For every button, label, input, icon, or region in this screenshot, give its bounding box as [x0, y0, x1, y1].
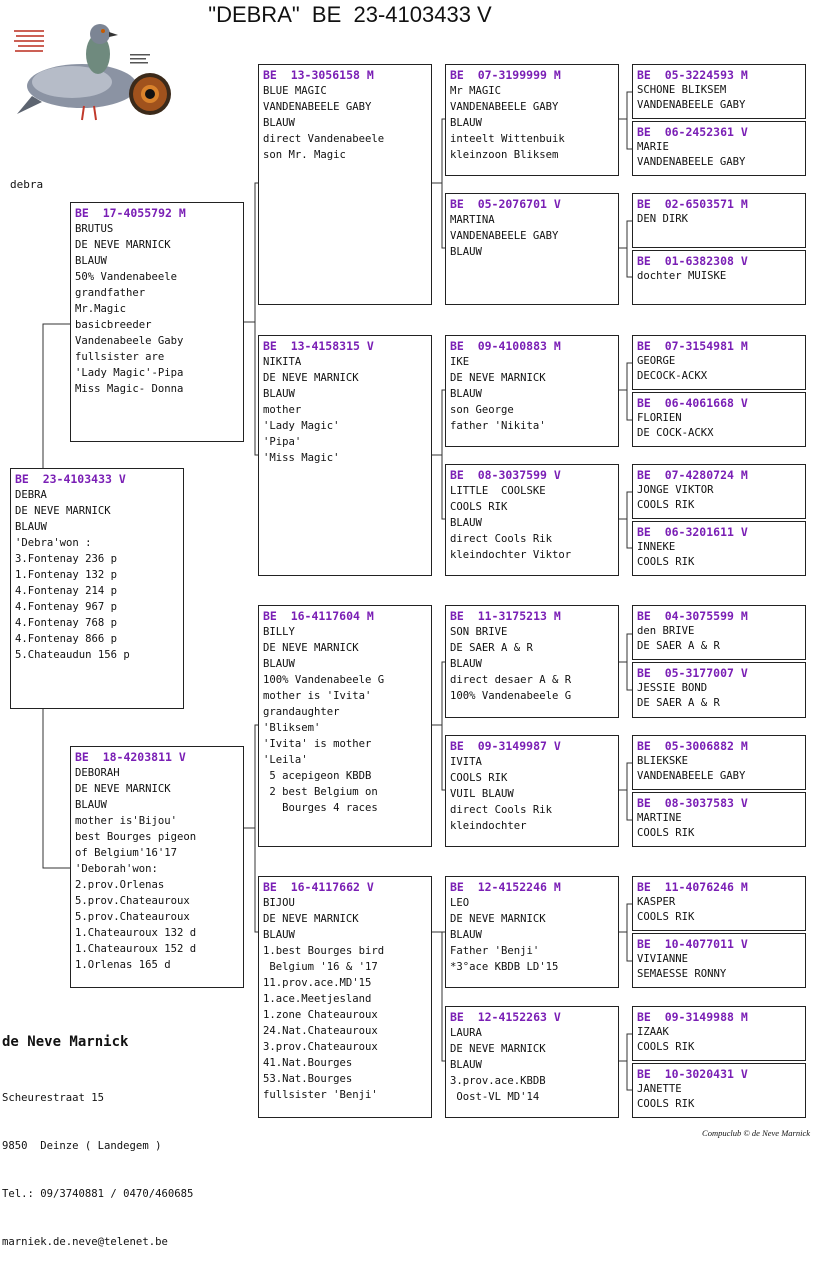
- info-line: BLIEKSKE: [637, 755, 689, 767]
- info-line: COOLS RIK: [637, 827, 695, 839]
- ring-number: BE 12-4152246 M: [450, 880, 561, 894]
- info-line: Miss Magic- Donna: [75, 383, 184, 395]
- ring-number: BE 05-3177007 V: [637, 666, 748, 680]
- info-line: VANDENABEELE GABY: [263, 101, 372, 113]
- ring-number: BE 09-3149987 V: [450, 739, 561, 753]
- ring-number: BE 16-4117662 V: [263, 880, 374, 894]
- info-line: COOLS RIK: [637, 911, 695, 923]
- info-line: *3°ace KBDB LD'15: [450, 961, 559, 973]
- info-line: COOLS RIK: [637, 1041, 695, 1053]
- ring-number: BE 18-4203811 V: [75, 750, 186, 764]
- ring-number: BE 06-2452361 V: [637, 125, 748, 139]
- info-line: 5 acepigeon KBDB: [263, 770, 372, 782]
- gen4-box: [632, 464, 806, 519]
- ring-number: BE 10-3020431 V: [637, 1067, 748, 1081]
- phone-line: Tel.: 09/3740881 / 0470/460685: [2, 1188, 194, 1200]
- info-line: Belgium '16 & '17: [263, 961, 378, 973]
- grandparent-box: [258, 876, 432, 1118]
- info-line: mother: [263, 404, 302, 416]
- info-line: 'Bliksem': [263, 722, 321, 734]
- info-line: NIKITA: [263, 356, 302, 368]
- info-line: DECOCK-ACKX: [637, 370, 708, 382]
- grandparent-box: [258, 605, 432, 847]
- gen4-box: [632, 121, 806, 176]
- gen4-box: [632, 335, 806, 390]
- info-line: Oost-VL MD'14: [450, 1091, 540, 1103]
- info-line: COOLS RIK: [637, 1098, 695, 1110]
- info-line: DE SAER A & R: [450, 642, 533, 654]
- info-line: direct Cools Rik: [450, 804, 553, 816]
- info-line: mother is'Bijou': [75, 815, 178, 827]
- info-line: BILLY: [263, 626, 295, 638]
- ring-number: BE 16-4117604 M: [263, 609, 374, 623]
- ring-number: BE 09-3149988 M: [637, 1010, 748, 1024]
- info-line: VANDENABEELE GABY: [637, 99, 746, 111]
- info-line: BLAUW: [75, 255, 107, 267]
- info-line: BLAUW: [15, 521, 47, 533]
- info-line: 1.zone Chateauroux: [263, 1009, 378, 1021]
- info-line: DEN DIRK: [637, 213, 689, 225]
- info-line: MARTINA: [450, 214, 495, 226]
- info-line: kleindochter: [450, 820, 527, 832]
- info-line: 5.Chateaudun 156 p: [15, 649, 130, 661]
- ring-number: BE 10-4077011 V: [637, 937, 748, 951]
- ring-number: BE 08-3037583 V: [637, 796, 748, 810]
- info-line: BLAUW: [450, 246, 482, 258]
- info-line: BIJOU: [263, 897, 295, 909]
- ring-number: BE 23-4103433 V: [15, 472, 126, 486]
- info-line: LEO: [450, 897, 470, 909]
- info-line: INNEKE: [637, 541, 676, 553]
- great-grandparent-box: [445, 735, 619, 847]
- ring-number: BE 17-4055792 M: [75, 206, 186, 220]
- info-line: BLAUW: [450, 117, 482, 129]
- address-line: 9850 Deinze ( Landegem ): [2, 1140, 162, 1152]
- info-line: BLAUW: [263, 117, 295, 129]
- credit-text: Compuclub © de Neve Marnick: [702, 1128, 810, 1138]
- info-line: fullsister are: [75, 351, 165, 363]
- info-line: BLUE MAGIC: [263, 85, 327, 97]
- gen4-box: [632, 1006, 806, 1061]
- info-line: DE NEVE MARNICK: [450, 913, 546, 925]
- ring-number: BE 11-4076246 M: [637, 880, 748, 894]
- info-line: 3.prov.Chateauroux: [263, 1041, 378, 1053]
- info-line: 3.Fontenay 236 p: [15, 553, 118, 565]
- great-grandparent-box: [445, 605, 619, 718]
- info-line: BLAUW: [450, 1059, 482, 1071]
- info-line: DE NEVE MARNICK: [263, 642, 359, 654]
- info-line: 24.Nat.Chateauroux: [263, 1025, 378, 1037]
- info-line: BLAUW: [263, 929, 295, 941]
- gen4-box: [632, 735, 806, 790]
- gen4-box: [632, 876, 806, 931]
- info-line: 41.Nat.Bourges: [263, 1057, 353, 1069]
- info-line: 5.prov.Chateauroux: [75, 895, 190, 907]
- info-line: DEBORAH: [75, 767, 120, 779]
- ring-number: BE 05-3224593 M: [637, 68, 748, 82]
- info-line: DE NEVE MARNICK: [75, 783, 171, 795]
- ring-number: BE 02-6503571 M: [637, 197, 748, 211]
- subject-box: [10, 468, 184, 709]
- info-line: 4.Fontenay 768 p: [15, 617, 118, 629]
- great-grandparent-box: [445, 464, 619, 576]
- gen4-box: [632, 1063, 806, 1118]
- info-line: grandaughter: [263, 706, 340, 718]
- info-line: 1.best Bourges bird: [263, 945, 385, 957]
- gen4-box: [632, 662, 806, 718]
- ring-number: BE 06-3201611 V: [637, 525, 748, 539]
- pigeon-logo-icon: [12, 16, 172, 126]
- ring-number: BE 05-2076701 V: [450, 197, 561, 211]
- info-line: 3.prov.ace.KBDB: [450, 1075, 546, 1087]
- ring-number: BE 08-3037599 V: [450, 468, 561, 482]
- info-line: basicbreeder: [75, 319, 152, 331]
- info-line: 50% Vandenabeele: [75, 271, 178, 283]
- info-line: dochter MUISKE: [637, 270, 727, 282]
- info-line: VANDENABEELE GABY: [637, 770, 746, 782]
- info-line: COOLS RIK: [450, 772, 508, 784]
- info-line: 1.ace.Meetjesland: [263, 993, 372, 1005]
- info-line: DEBRA: [15, 489, 47, 501]
- info-line: 1.Orlenas 165 d: [75, 959, 171, 971]
- info-line: 4.Fontenay 967 p: [15, 601, 118, 613]
- info-line: 'Pipa': [263, 436, 302, 448]
- great-grandparent-box: [445, 193, 619, 305]
- info-line: BRUTUS: [75, 223, 114, 235]
- ring-number: BE 01-6382308 V: [637, 254, 748, 268]
- mother-box: [70, 746, 244, 988]
- info-line: best Bourges pigeon: [75, 831, 197, 843]
- info-line: Vandenabeele Gaby: [75, 335, 184, 347]
- info-line: IVITA: [450, 756, 482, 768]
- info-line: 2.prov.Orlenas: [75, 879, 165, 891]
- info-line: Mr.Magic: [75, 303, 127, 315]
- info-line: DE NEVE MARNICK: [263, 372, 359, 384]
- info-line: father 'Nikita': [450, 420, 546, 432]
- info-line: mother is 'Ivita': [263, 690, 372, 702]
- info-line: VANDENABEELE GABY: [637, 156, 746, 168]
- info-line: DE SAER A & R: [637, 640, 720, 652]
- info-line: Bourges 4 races: [263, 802, 378, 814]
- info-line: direct Cools Rik: [450, 533, 553, 545]
- info-line: 100% Vandenabeele G: [263, 674, 385, 686]
- great-grandparent-box: [445, 335, 619, 447]
- info-line: inteelt Wittenbuik: [450, 133, 565, 145]
- info-line: 'Leila': [263, 754, 308, 766]
- ring-number: BE 11-3175213 M: [450, 609, 561, 623]
- ring-number: BE 05-3006882 M: [637, 739, 748, 753]
- info-line: 1.Chateauroux 152 d: [75, 943, 197, 955]
- great-grandparent-box: [445, 1006, 619, 1118]
- info-line: 4.Fontenay 866 p: [15, 633, 118, 645]
- info-line: BLAUW: [450, 658, 482, 670]
- info-line: COOLS RIK: [637, 499, 695, 511]
- info-line: GEORGE: [637, 355, 676, 367]
- info-line: 'Ivita' is mother: [263, 738, 372, 750]
- info-line: MARIE: [637, 141, 669, 153]
- info-line: 'Miss Magic': [263, 452, 340, 464]
- great-grandparent-box: [445, 64, 619, 176]
- info-line: DE NEVE MARNICK: [75, 239, 171, 251]
- info-line: VUIL BLAUW: [450, 788, 514, 800]
- info-line: LAURA: [450, 1027, 482, 1039]
- ring-number: BE 06-4061668 V: [637, 396, 748, 410]
- ring-number: BE 12-4152263 V: [450, 1010, 561, 1024]
- info-line: direct Vandenabeele: [263, 133, 385, 145]
- info-line: BLAUW: [263, 658, 295, 670]
- info-line: IKE: [450, 356, 470, 368]
- info-line: BLAUW: [450, 929, 482, 941]
- ring-number: BE 09-4100883 M: [450, 339, 561, 353]
- info-line: 2 best Belgium on: [263, 786, 378, 798]
- info-line: 100% Vandenabeele G: [450, 690, 572, 702]
- info-line: FLORIEN: [637, 412, 682, 424]
- info-line: BLAUW: [263, 388, 295, 400]
- info-line: SON BRIVE: [450, 626, 508, 638]
- info-line: IZAAK: [637, 1026, 669, 1038]
- info-line: 4.Fontenay 214 p: [15, 585, 118, 597]
- info-line: son Mr. Magic: [263, 149, 346, 161]
- info-line: VIVIANNE: [637, 953, 689, 965]
- info-line: VANDENABEELE GABY: [450, 230, 559, 242]
- info-line: kleindochter Viktor: [450, 549, 572, 561]
- grandparent-box: [258, 64, 432, 305]
- ring-number: BE 04-3075599 M: [637, 609, 748, 623]
- gen4-box: [632, 392, 806, 447]
- info-line: DE NEVE MARNICK: [450, 372, 546, 384]
- info-line: 11.prov.ace.MD'15: [263, 977, 372, 989]
- grandparent-box: [258, 335, 432, 576]
- caption-text: debra: [10, 178, 44, 191]
- info-line: KASPER: [637, 896, 676, 908]
- ring-number: BE 07-3199999 M: [450, 68, 561, 82]
- address-line: Scheurestraat 15: [2, 1092, 105, 1104]
- great-grandparent-box: [445, 876, 619, 988]
- info-line: grandfather: [75, 287, 146, 299]
- email-line: marniek.de.neve@telenet.be: [2, 1236, 168, 1248]
- gen4-box: [632, 933, 806, 988]
- info-line: 1.Fontenay 132 p: [15, 569, 118, 581]
- info-line: 'Debra'won :: [15, 537, 92, 549]
- info-line: SEMAESSE RONNY: [637, 968, 727, 980]
- page-title: "DEBRA" BE 23-4103433 V: [208, 2, 492, 27]
- owner-address: [2, 1058, 193, 1266]
- info-line: fullsister 'Benji': [263, 1089, 378, 1101]
- info-line: 'Deborah'won:: [75, 863, 158, 875]
- info-line: DE NEVE MARNICK: [450, 1043, 546, 1055]
- info-line: 5.prov.Chateauroux: [75, 911, 190, 923]
- info-line: JESSIE BOND: [637, 682, 708, 694]
- info-line: JONGE VIKTOR: [637, 484, 714, 496]
- gen4-box: [632, 250, 806, 305]
- info-line: DE COCK-ACKX: [637, 427, 714, 439]
- ring-number: BE 07-3154981 M: [637, 339, 748, 353]
- info-line: COOLS RIK: [450, 501, 508, 513]
- info-line: DE NEVE MARNICK: [263, 913, 359, 925]
- info-line: DE NEVE MARNICK: [15, 505, 111, 517]
- info-line: direct desaer A & R: [450, 674, 572, 686]
- info-line: MARTINE: [637, 812, 682, 824]
- info-line: of Belgium'16'17: [75, 847, 178, 859]
- gen4-box: [632, 193, 806, 248]
- gen4-box: [632, 605, 806, 660]
- info-line: DE SAER A & R: [637, 697, 720, 709]
- info-line: COOLS RIK: [637, 556, 695, 568]
- ring-number: BE 13-4158315 V: [263, 339, 374, 353]
- info-line: LITTLE COOLSKE: [450, 485, 546, 497]
- info-line: 1.Chateauroux 132 d: [75, 927, 197, 939]
- info-line: den BRIVE: [637, 625, 695, 637]
- info-line: 'Lady Magic': [263, 420, 340, 432]
- info-line: 53.Nat.Bourges: [263, 1073, 353, 1085]
- info-line: Mr MAGIC: [450, 85, 502, 97]
- ring-number: BE 13-3056158 M: [263, 68, 374, 82]
- info-line: VANDENABEELE GABY: [450, 101, 559, 113]
- ring-number: BE 07-4280724 M: [637, 468, 748, 482]
- info-line: BLAUW: [450, 517, 482, 529]
- info-line: JANETTE: [637, 1083, 682, 1095]
- gen4-box: [632, 64, 806, 119]
- info-line: BLAUW: [450, 388, 482, 400]
- info-line: kleinzoon Bliksem: [450, 149, 559, 161]
- info-line: son George: [450, 404, 514, 416]
- owner-name: de Neve Marnick: [2, 1034, 129, 1050]
- info-line: BLAUW: [75, 799, 107, 811]
- info-line: Father 'Benji': [450, 945, 540, 957]
- info-line: SCHONE BLIKSEM: [637, 84, 727, 96]
- gen4-box: [632, 792, 806, 847]
- father-box: [70, 202, 244, 442]
- gen4-box: [632, 521, 806, 576]
- info-line: 'Lady Magic'-Pipa: [75, 367, 184, 379]
